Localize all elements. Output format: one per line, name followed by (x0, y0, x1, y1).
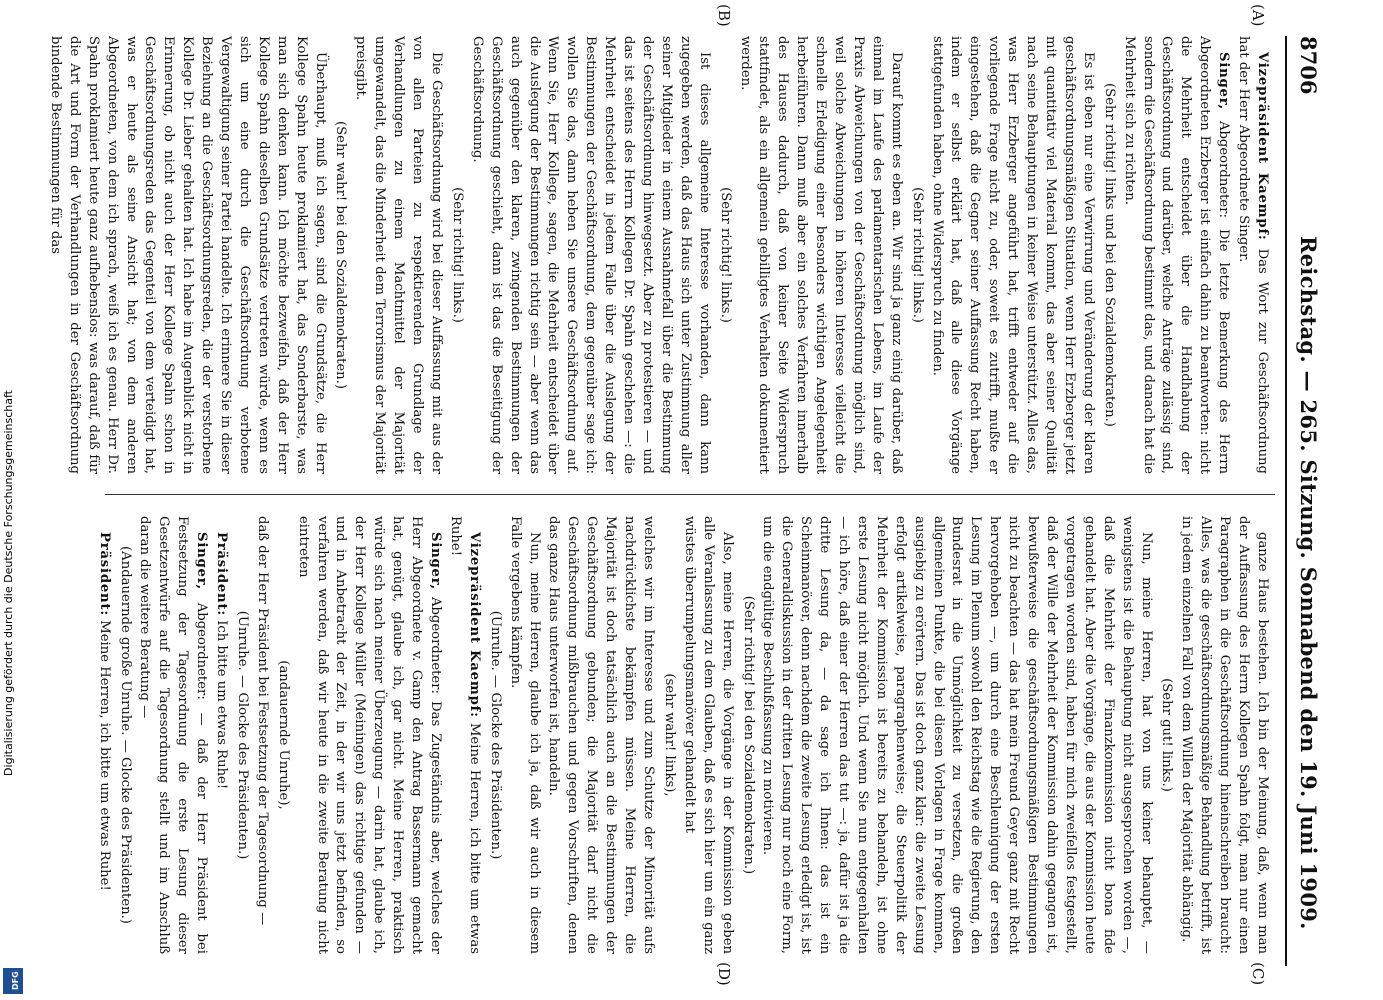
stage-direction: (Andauernde große Unruhe. — Glocke des Präsidenten.) (117, 546, 133, 924)
paragraph-text: Meine Herren, ich bitte um etwas Ruhe! (96, 616, 112, 891)
paragraph (758, 516, 1155, 954)
paragraph-text: ganze Haus bestehen. Ich bin der Meinung, daß, wenn man der Auffassung des Herrn Kollegen Spahn folgt, man nur einen Paragraphen in die Geschäftsordnung hineinschreiben braucht: Alles, was die geschäftsordnungsmäßige Behandlung betrifft, ist in jedem einzelnen Fall von dem Willen der Majorität abhängig. (1179, 516, 1270, 954)
speaker-name: Präsident: (96, 532, 112, 617)
paragraph (351, 36, 446, 474)
paragraph-text: Die Geschäftsordnung wird bei dieser Auffassung mit aus der von allen Parteien zu respektierenden Grundlage der Verhandlungen zu einem Machtmittel der Majorität umgewandelt, das die Minderheit dem Terrorismus der Majorität preisgibt. (353, 36, 445, 474)
stage-direction: (Sehr wahr! bei den Sozialdemokraten.) (333, 121, 349, 389)
dfg-logo: DFG (3, 968, 23, 994)
margin-mark-c: (C) (1249, 962, 1267, 986)
paragraph-text: Darauf kommt es eben an. Wir sind ja ganz einig darüber, daß einmal im Laufe des parlamentarischen Lebens, im Laufe der Praxis Abweichungen von der Geschäftsordnung möglich sind, weil solche Abweichungen in höheren Interesse vielleicht die schnelle Erledigung einer besonders wichtigen Angelegenheit herbeiführen. Dann muß aber ein solches Verfahren innerhalb des Hauses dadurch, daß von keiner Seite Widerspruch stattfindet, als ein allgemein gebilligtes Verhalten dokumentiert werden. (737, 36, 904, 474)
paragraph-text: Ist dieses allgemeine Interesse vorhanden, dann kann zugegeben werden, daß das Haus sich unter Zustimmung aller seiner Mitglieder in einem Ausnahmefall über die Bestimmung der Geschäftsordnung hinwegsetzt. Aber zu protestieren — und das ist seitens des Herrn Kollegen Dr. Spahn geschehen —: die Mehrheit entscheidet in jedem Falle über die Auslegung der Bestimmungen der Geschäftsordnung, dem gegenüber sage ich: wollen Sie das, dann heben Sie unsere Geschäftsordnung auf. Wenn Sie, Herr Kollege, sagen, die Mehrheit entscheidet über die Auslegung der Bestimmungen richtig sein — aber wenn das auch gegenüber den klaren, zwingenden Bestimmungen der Geschäftsordnung geschieht, dann ist das die Beseitigung der Geschäftsordnung. (469, 36, 712, 474)
paragraph-text: Also, meine Herren, die Vorgänge in der Kommission geben alle Veranlassung zu dem Glauben, daß es sich hier um ein ganz wüstes überrumpelungsmanöver gehandelt hat (681, 516, 735, 954)
paragraph (445, 516, 483, 954)
paragraph-text: daß der Herr Präsident bei Festsetzung der Tagesordnung — (254, 516, 270, 926)
speaker-name: Singer, (428, 532, 444, 590)
paragraph-text: welches wir im Interesse und zum Schutze der Minorität aufs nachdrücklichste bekämpfen müssen. Meine Herren, die Majorität ist doch tatsächlich auch an die Bestimmungen der Geschäftsordnung gebunden; die Majorität darf nicht die Geschäftsordnung mißbrauchen und gegen Vorschriften, denen das ganze Haus unterworfen ist, handeln. (546, 516, 656, 954)
stage-direction: (andauernde Unruhe), (275, 660, 291, 810)
paragraph-text: Überhaupt, muß ich sagen, sind die Grundsätze, die Herr Kollege Spahn heute proklamiert hat, das Sonderbarste, was man sich denken kann. Ich möchte bezweifeln, daß der Herr Kollege Spahn dieselben Grundsätze vertreten würde, wenn es sich um eine durch die Geschäftsordnung verbotene Vergewaltigung seiner Partei handelte. Ich erinnere Sie in dieser Beziehung an die Geschäftsordnungsreden, die der verstorbene Kollege Dr. Lieber gehalten hat. Ich habe im Augenblick nicht in Erinnerung, ob nicht auch der Herr Kollege Spahn schon in Geschäftsordnungsreden das Gegenteil von dem verteidigt hat, was er heute als seine Ansicht hat; von dem anderen Abgeordneten, von dem ich sprach, weiß ich es genau. Herr Dr. Spahn proklamiert heute ganz aufhebenslos: was darauf, daß für die Art und Form der Verhandlungen in der Geschäftsordnung bindende Bestimmungen für das (47, 36, 328, 474)
paragraph (505, 516, 543, 954)
margin-mark-a: (A) (1249, 4, 1267, 27)
paragraph (544, 516, 657, 954)
stage-direction: (Unruhe. — Glocke des Präsidenten.) (234, 610, 250, 860)
paragraph (1233, 36, 1271, 474)
stage-direction: (Sehr richtig! links.) (449, 187, 465, 323)
paragraph-text: Abgeordneter: — daß der Herr Präsident bei Festsetzung der Tagesordnung die erste Lesung dieser Gesetzentwürfe auf die Tagesordnung stellt und im Anschluß daran die weitere Beratung — (137, 516, 210, 954)
paragraph-text: Meine Herren, ich bitte um etwas Ruhe! (447, 516, 482, 954)
paragraph (45, 36, 329, 474)
paragraph (1119, 36, 1232, 474)
speaker-name: Singer, (194, 532, 210, 590)
paragraph-text: Abgeordneter: Die letzte Bemerkung des Herrn Abgeordneten Erzberger ist einfach dahin zu beantworten: nicht die Mehrheit entscheidet über die Handhabung der Geschäftsordnung und darüber, welche Anträge zulässig sind, sondern die Geschäftsordnung bestimmt das, und danach hat die Mehrheit sich zu richten. (1121, 36, 1232, 474)
paragraph (135, 516, 211, 954)
paragraph (467, 36, 713, 474)
paragraph (211, 516, 230, 954)
paragraph-text: Es ist eben nur eine Verwirrung und Veränderung der klaren geschäftsordnungsmäßigen Situation, wenn Herr Erzberger jetzt mit quantitativ viel Material kommt, das aber seiner Qualität nach seine Behauptungen in keiner Weise unterstützt. Alles das, was Herr Erzberger angeführt hat, trifft entweder auf die vorliegende Frage nicht zu, oder, soweit es zutrifft, mußte er eingestehen, daß die Gegner seiner Auffassung Recht haben, indem er selbst erklärt hat, daß alle diese Vorgänge stattgefunden haben, ohne Widerspruch zu finden. (929, 36, 1096, 474)
speaker-name: Vizepräsident Kaempf: (1255, 52, 1270, 241)
paragraph (1176, 516, 1271, 954)
stage-direction: (Unruhe. — Glocke des Präsidenten.) (487, 610, 503, 860)
running-title: Reichstag. — 265. Sitzung. Sonnabend den 19. Juni 1909. (1296, 236, 1321, 930)
digitization-note (0, 390, 26, 1000)
margin-mark-b: (B) (715, 4, 733, 27)
paragraph-text: Ich bitte um etwas Ruhe! (214, 616, 230, 790)
speaker-name: Präsident: (214, 532, 230, 617)
stage-direction: (sehr wahr! links), (661, 673, 677, 797)
paragraph (252, 516, 271, 954)
digitization-note-text: Digitalisierung gefördert durch die Deutsche Forschungsgemeinschaft (2, 390, 15, 776)
paragraph-text: Abgeordneter: Das Zugeständnis aber, welches der Herr Abgeordnete v. Gamp den Antrag Bassermann gemacht hat, genügt, glaube ich, gar nicht. Meine Herren, praktisch würde sich nach meiner Überzeugung — darin hat, glaube ich, der Herr Kollege Müller (Meiningen) das richtige gefunden — und in Anbetracht der Zeit, in der wir uns jetzt befinden, so verfahren werden, daß wir heute in die zweite Beratung nicht eintreten (295, 516, 444, 954)
header-rule (1285, 36, 1287, 966)
paragraph-text: Das Wort zur Geschäftsordnung hat der Herr Abgeordnete Singer. (1236, 36, 1270, 474)
paragraph (735, 36, 905, 474)
paragraph-text: Nun, meine Herren, hat von uns keiner behauptet, — wenigstens ist die Behauptung nicht ausgesprochen worden —, daß die Mehrheit der Finanzkommission nicht bona fide gehandelt hat. Aber die Vorgänge, die aus der Kommission heute vorgetragen worden sind, haben für mich zweifellos festgestellt, daß der Wille der Mehrheit der Kommission dahin gegangen ist, bewußterweise die geschäftsordnungsmäßigen Bestimmungen nicht zu beachten — das hat mein Freund Geyer ganz mit Recht hervorgehoben —, um durch eine Beschleunigung der ersten Lesung im Plenum sowohl den Reichstag wie die Regierung, den Bundesrat in die Unmöglichkeit zu versetzen, die großen allgemeinen Punkte, die bei diesen Vorlagen in Frage kommen, ausgiebig zu erörtern. Das ist doch ganz klar: die zweite Lesung erfolgt artikelweise, paragraphenweise; die Steuerpolitik der Mehrheit der Kommission ist bereits zu behandeln, ist ohne erste Lesung nicht möglich. Und wenn Sie nun entgegenhalten — ich höre, daß einer der Herren das tut —: ja, dafür ist ja die dritte Lesung da, — da sage ich Ihnen: das ist ein Scheinmanöver, denn nachdem die zweite Lesung erledigt ist, ist die Generaldiskussion in der dritten Lesung nur noch eine Form, um die endgültige Beschlußfassung zu motivieren. (760, 516, 1154, 954)
stage-direction: (Sehr richtig! links.) (909, 187, 925, 323)
stage-direction: (Sehr gut! links.) (1159, 678, 1175, 792)
column-divider (105, 494, 1275, 495)
page-number: 8706 (1296, 36, 1321, 95)
paragraph-text: Nun, meine Herren, glaube ich ja, daß wir auch in diesem Falle vergebens kämpfen. (507, 516, 542, 954)
paragraph (679, 516, 736, 954)
left-column (47, 36, 1271, 474)
margin-mark-d: (D) (715, 962, 733, 986)
paragraph (293, 516, 444, 954)
stage-direction: (Sehr richtig! links.) (717, 187, 733, 323)
stage-direction: (Sehr richtig! links und bei den Sozialdemokraten.) (1101, 83, 1117, 427)
page-header (1291, 36, 1325, 966)
right-column (96, 516, 1271, 954)
paragraph (94, 516, 113, 954)
stage-direction: (Sehr richtig! bei den Sozialdemokraten.) (740, 595, 756, 875)
speaker-name: Singer, (1216, 52, 1232, 110)
speaker-name: Vizepräsident Kaempf: (466, 532, 482, 718)
paragraph (927, 36, 1097, 474)
